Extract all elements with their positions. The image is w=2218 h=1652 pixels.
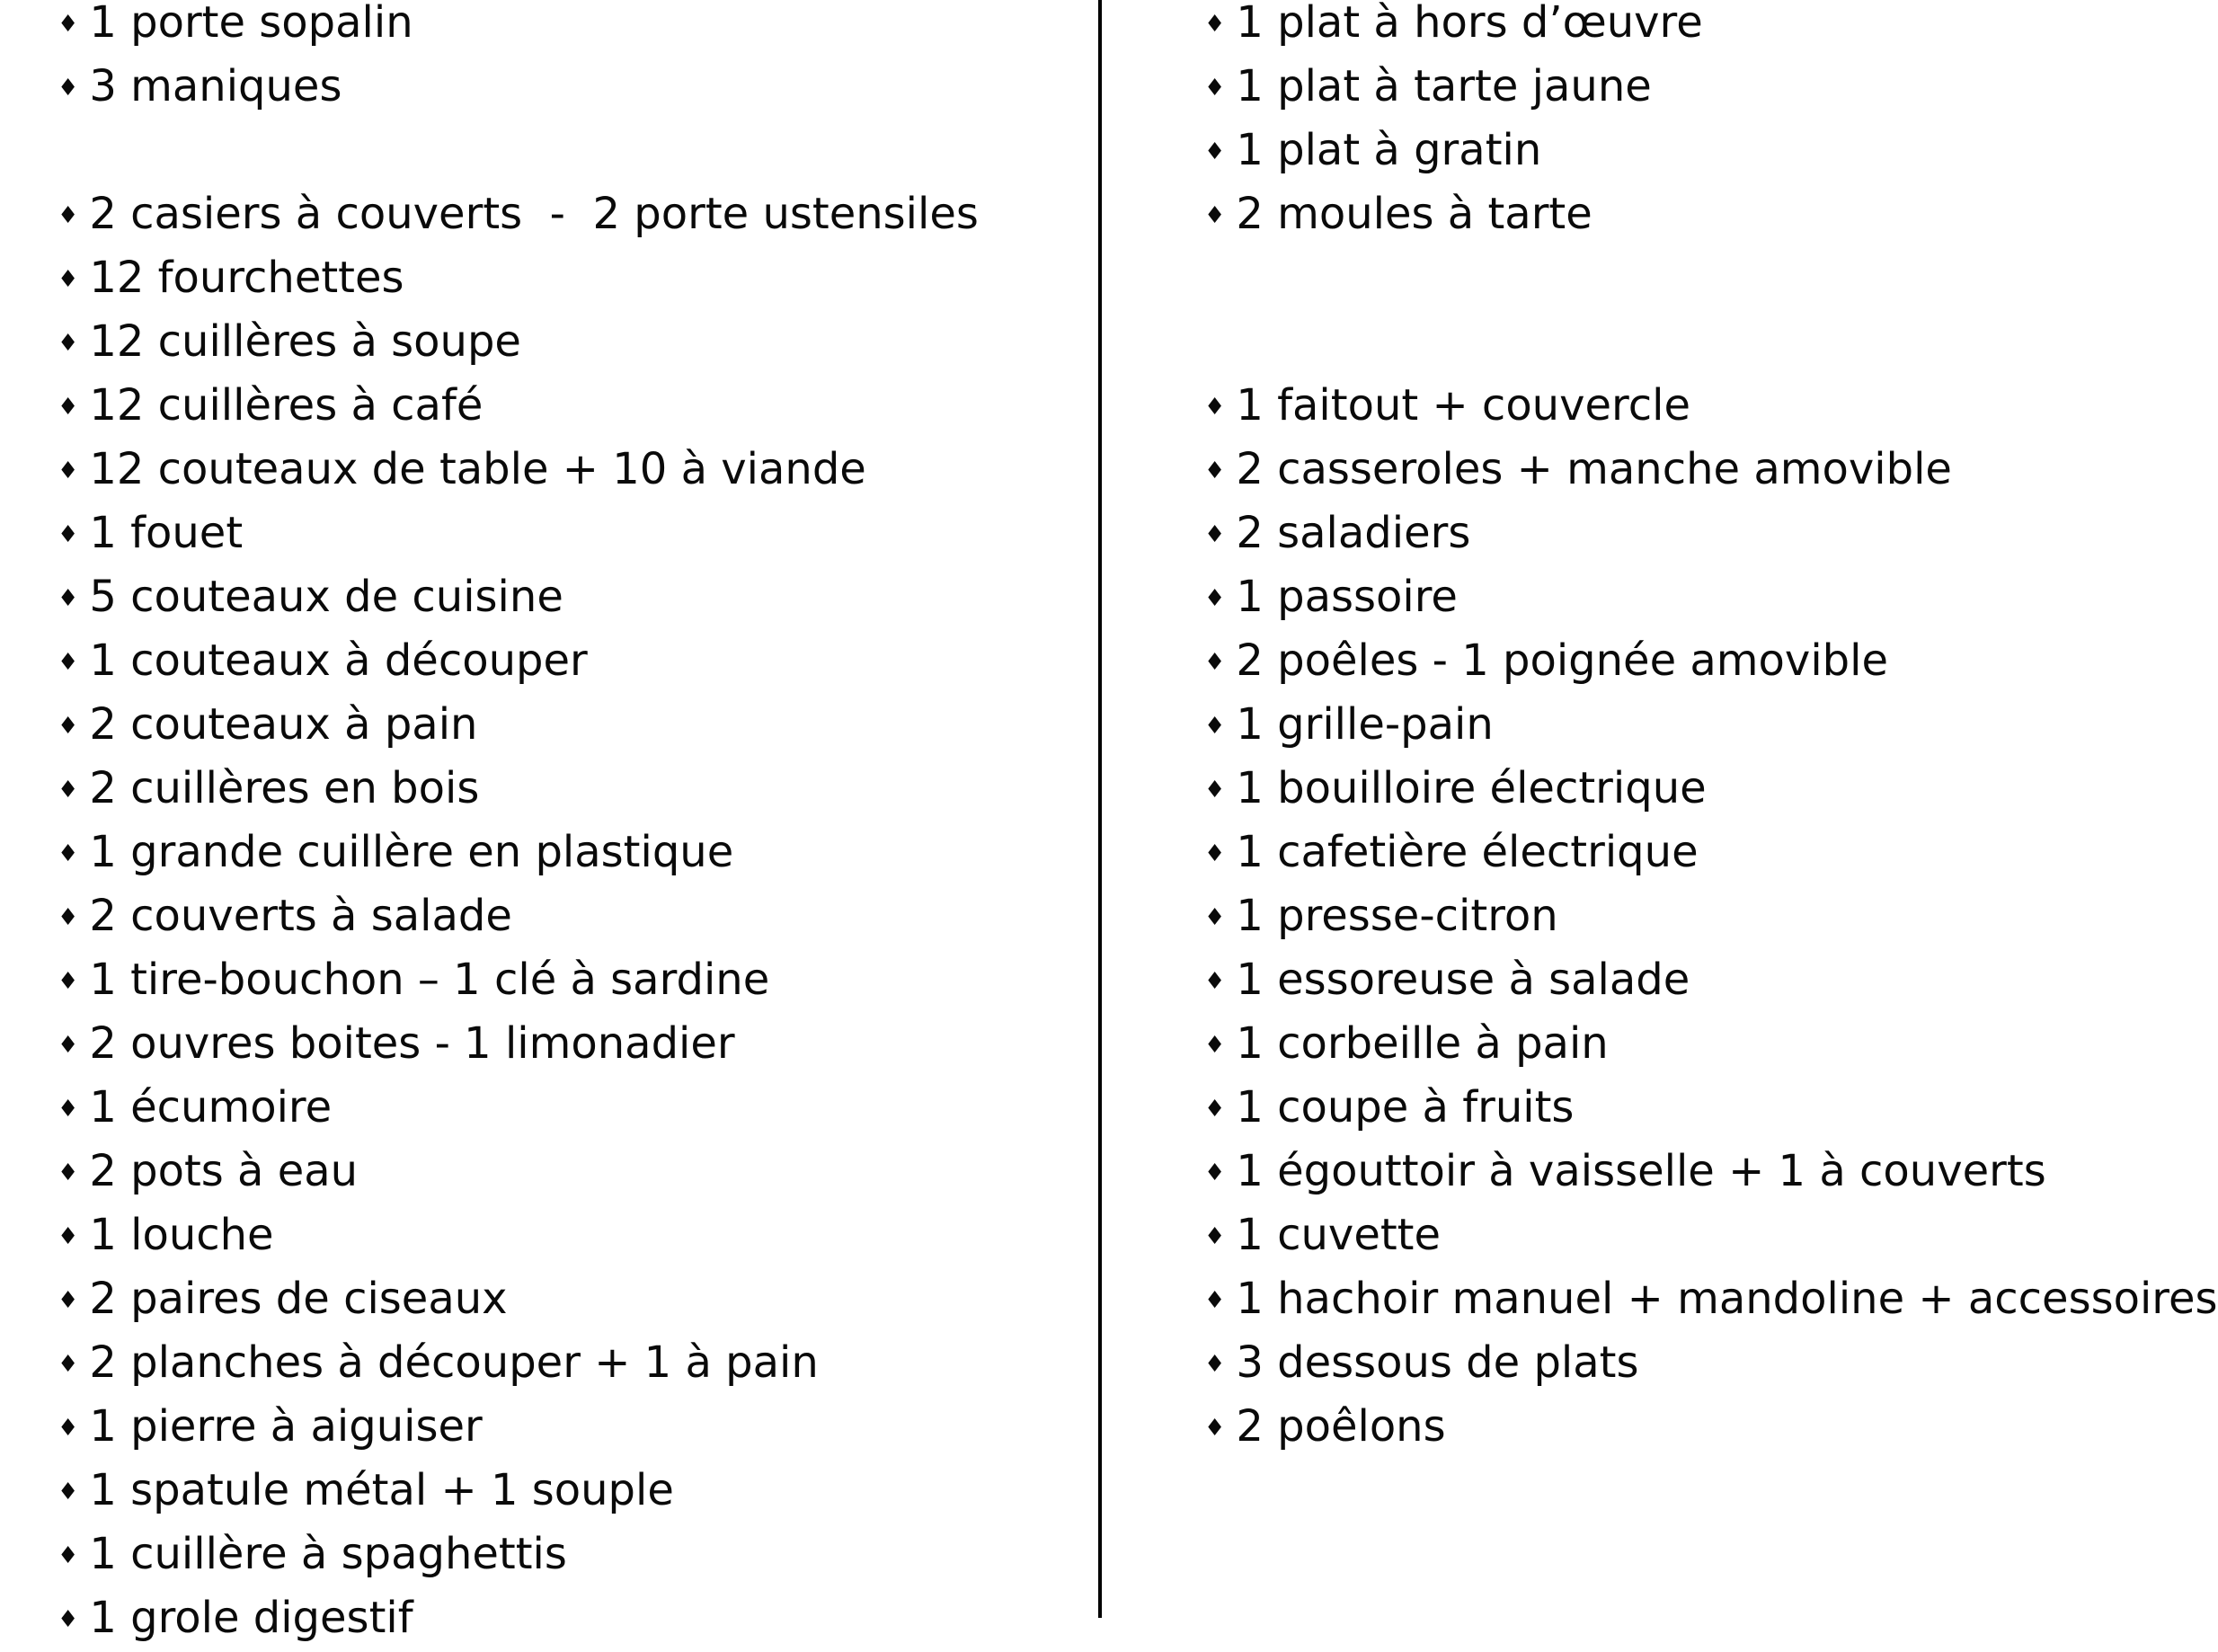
list-item-text: 12 fourchettes [89, 253, 404, 303]
diamond-bullet-icon: ♦ [1204, 138, 1226, 165]
diamond-bullet-icon: ♦ [58, 1479, 79, 1505]
list-item-text: 2 couverts à salade [89, 891, 512, 941]
diamond-bullet-icon: ♦ [58, 75, 79, 102]
list-item-text: 2 cuillères en bois [89, 763, 480, 813]
list-item-text: 1 cuillère à spaghettis [89, 1529, 567, 1579]
list-item [58, 565, 1082, 629]
list-item [58, 884, 1082, 948]
list-item-text: 1 grille-pain [1236, 699, 1494, 750]
list-item-text: 1 grande cuillère en plastique [89, 827, 734, 877]
diamond-bullet-icon: ♦ [1204, 1032, 1226, 1059]
list-item [58, 1523, 1082, 1586]
diamond-bullet-icon: ♦ [1204, 11, 1226, 38]
list-item [58, 0, 1082, 55]
list-item [1204, 1140, 2157, 1203]
list-item-text: 1 corbeille à pain [1236, 1018, 1609, 1069]
diamond-bullet-icon: ♦ [1204, 713, 1226, 740]
list-item [58, 374, 1082, 438]
list-item [58, 246, 1082, 310]
list-item [1204, 1076, 2157, 1140]
list-item [58, 821, 1082, 884]
list-item-text: 1 couteaux à découper [89, 635, 588, 686]
diamond-bullet-icon: ♦ [58, 457, 79, 484]
list-item [1204, 565, 2157, 629]
diamond-bullet-icon: ♦ [1204, 1096, 1226, 1123]
list-item-text: 2 couteaux à pain [89, 699, 478, 750]
diamond-bullet-icon: ♦ [58, 713, 79, 740]
diamond-bullet-icon: ♦ [58, 840, 79, 867]
diamond-bullet-icon: ♦ [58, 1159, 79, 1186]
list-item-text: 1 louche [89, 1210, 274, 1260]
list-item-text: 1 coupe à fruits [1236, 1082, 1575, 1132]
diamond-bullet-icon: ♦ [1204, 1351, 1226, 1378]
diamond-bullet-icon: ♦ [1204, 1223, 1226, 1250]
list-item-text: 1 bouilloire électrique [1236, 763, 1707, 813]
list-item [1204, 1203, 2157, 1267]
blank-row [1204, 1523, 2157, 1586]
list-item [58, 757, 1082, 821]
diamond-bullet-icon: ♦ [58, 1223, 79, 1250]
list-item-text: 1 hachoir manuel + mandoline + accessoires [1236, 1274, 2218, 1324]
list-item [1204, 693, 2157, 757]
list-item [1204, 1012, 2157, 1076]
diamond-bullet-icon: ♦ [58, 521, 79, 548]
list-item-text: 1 fouet [89, 508, 244, 558]
list-item-text: 2 planches à découper + 1 à pain [89, 1337, 819, 1388]
list-item [1204, 884, 2157, 948]
list-item [1204, 1331, 2157, 1395]
diamond-bullet-icon: ♦ [58, 266, 79, 293]
list-item-text: 2 poêlons [1236, 1401, 1446, 1452]
diamond-bullet-icon: ♦ [1204, 904, 1226, 931]
diamond-bullet-icon: ♦ [58, 1351, 79, 1378]
blank-row [1204, 246, 2157, 310]
list-item-text: 1 spatule métal + 1 souple [89, 1465, 674, 1515]
diamond-bullet-icon: ♦ [58, 777, 79, 804]
list-item [1204, 629, 2157, 693]
list-item-text: 1 plat à tarte jaune [1236, 61, 1652, 111]
list-item [58, 438, 1082, 502]
diamond-bullet-icon: ♦ [58, 1096, 79, 1123]
list-item [58, 182, 1082, 246]
list-item [58, 1076, 1082, 1140]
blank-row [1204, 1459, 2157, 1523]
list-item [1204, 119, 2157, 182]
list-item-text: 12 couteaux de table + 10 à viande [89, 444, 866, 494]
blank-row [1204, 1586, 2157, 1650]
diamond-bullet-icon: ♦ [58, 202, 79, 229]
diamond-bullet-icon: ♦ [1204, 585, 1226, 612]
list-item-text: 1 cafetière électrique [1236, 827, 1699, 877]
diamond-bullet-icon: ♦ [1204, 202, 1226, 229]
list-item [58, 693, 1082, 757]
diamond-bullet-icon: ♦ [1204, 968, 1226, 995]
diamond-bullet-icon: ♦ [58, 11, 79, 38]
blank-row [1204, 310, 2157, 374]
list-item [1204, 502, 2157, 565]
list-item-text: 2 pots à eau [89, 1146, 359, 1196]
list-item-text: 2 casiers à couverts - 2 porte ustensiles [89, 189, 979, 239]
diamond-bullet-icon: ♦ [58, 1415, 79, 1442]
list-item-text: 12 cuillères à soupe [89, 316, 521, 367]
list-item-text: 1 égouttoir à vaisselle + 1 à couverts [1236, 1146, 2046, 1196]
diamond-bullet-icon: ♦ [1204, 840, 1226, 867]
diamond-bullet-icon: ♦ [1204, 777, 1226, 804]
list-item [1204, 438, 2157, 502]
list-item [1204, 821, 2157, 884]
list-item [58, 310, 1082, 374]
list-item [58, 948, 1082, 1012]
diamond-bullet-icon: ♦ [58, 1542, 79, 1569]
diamond-bullet-icon: ♦ [1204, 649, 1226, 676]
diamond-bullet-icon: ♦ [1204, 1159, 1226, 1186]
list-item-text: 3 dessous de plats [1236, 1337, 1639, 1388]
list-item [1204, 182, 2157, 246]
list-item [58, 1586, 1082, 1650]
diamond-bullet-icon: ♦ [58, 904, 79, 931]
list-item-text: 1 essoreuse à salade [1236, 955, 1690, 1005]
list-item [58, 1140, 1082, 1203]
list-item-text: 1 tire-bouchon – 1 clé à sardine [89, 955, 770, 1005]
list-item [58, 1012, 1082, 1076]
diamond-bullet-icon: ♦ [58, 1287, 79, 1314]
list-item-text: 2 paires de ciseaux [89, 1274, 508, 1324]
diamond-bullet-icon: ♦ [1204, 1415, 1226, 1442]
diamond-bullet-icon: ♦ [1204, 457, 1226, 484]
diamond-bullet-icon: ♦ [58, 1032, 79, 1059]
list-item [58, 502, 1082, 565]
diamond-bullet-icon: ♦ [1204, 394, 1226, 421]
list-item [58, 629, 1082, 693]
diamond-bullet-icon: ♦ [58, 394, 79, 421]
right-column-list [1204, 0, 2218, 1650]
diamond-bullet-icon: ♦ [58, 330, 79, 357]
list-item-text: 2 ouvres boites - 1 limonadier [89, 1018, 735, 1069]
diamond-bullet-icon: ♦ [58, 649, 79, 676]
diamond-bullet-icon: ♦ [1204, 1287, 1226, 1314]
list-item [58, 1331, 1082, 1395]
list-item-text: 2 casseroles + manche amovible [1236, 444, 1952, 494]
list-item-text: 1 grole digestif [89, 1593, 413, 1643]
list-item-text: 1 plat à hors d’œuvre [1236, 0, 1703, 48]
list-item-text: 2 moules à tarte [1236, 189, 1593, 239]
list-item [58, 1459, 1082, 1523]
blank-row [58, 119, 1082, 182]
list-item-text: 1 pierre à aiguiser [89, 1401, 483, 1452]
diamond-bullet-icon: ♦ [1204, 75, 1226, 102]
list-item-text: 1 porte sopalin [89, 0, 413, 48]
list-item [58, 1395, 1082, 1459]
list-item [1204, 374, 2157, 438]
list-item [1204, 0, 2157, 55]
list-item [1204, 1267, 2218, 1331]
list-item-text: 1 faitout + couvercle [1236, 380, 1690, 431]
list-item-text: 2 saladiers [1236, 508, 1471, 558]
column-divider-line [1098, 0, 1102, 1618]
list-item-text: 1 écumoire [89, 1082, 333, 1132]
list-item [58, 1267, 1082, 1331]
diamond-bullet-icon: ♦ [58, 585, 79, 612]
diamond-bullet-icon: ♦ [58, 1606, 79, 1633]
list-item [1204, 757, 2157, 821]
list-item-text: 2 poêles - 1 poignée amovible [1236, 635, 1888, 686]
list-item-text: 3 maniques [89, 61, 342, 111]
list-item-text: 1 cuvette [1236, 1210, 1442, 1260]
list-item-text: 1 presse-citron [1236, 891, 1558, 941]
list-item [1204, 948, 2157, 1012]
list-item-text: 1 plat à gratin [1236, 125, 1542, 175]
left-column-list [58, 0, 1082, 1650]
list-item [58, 1203, 1082, 1267]
list-item-text: 5 couteaux de cuisine [89, 572, 563, 622]
diamond-bullet-icon: ♦ [58, 968, 79, 995]
list-item [58, 55, 1082, 119]
list-item [1204, 55, 2157, 119]
diamond-bullet-icon: ♦ [1204, 521, 1226, 548]
list-item-text: 1 passoire [1236, 572, 1458, 622]
list-item [1204, 1395, 2157, 1459]
list-item-text: 12 cuillères à café [89, 380, 484, 431]
